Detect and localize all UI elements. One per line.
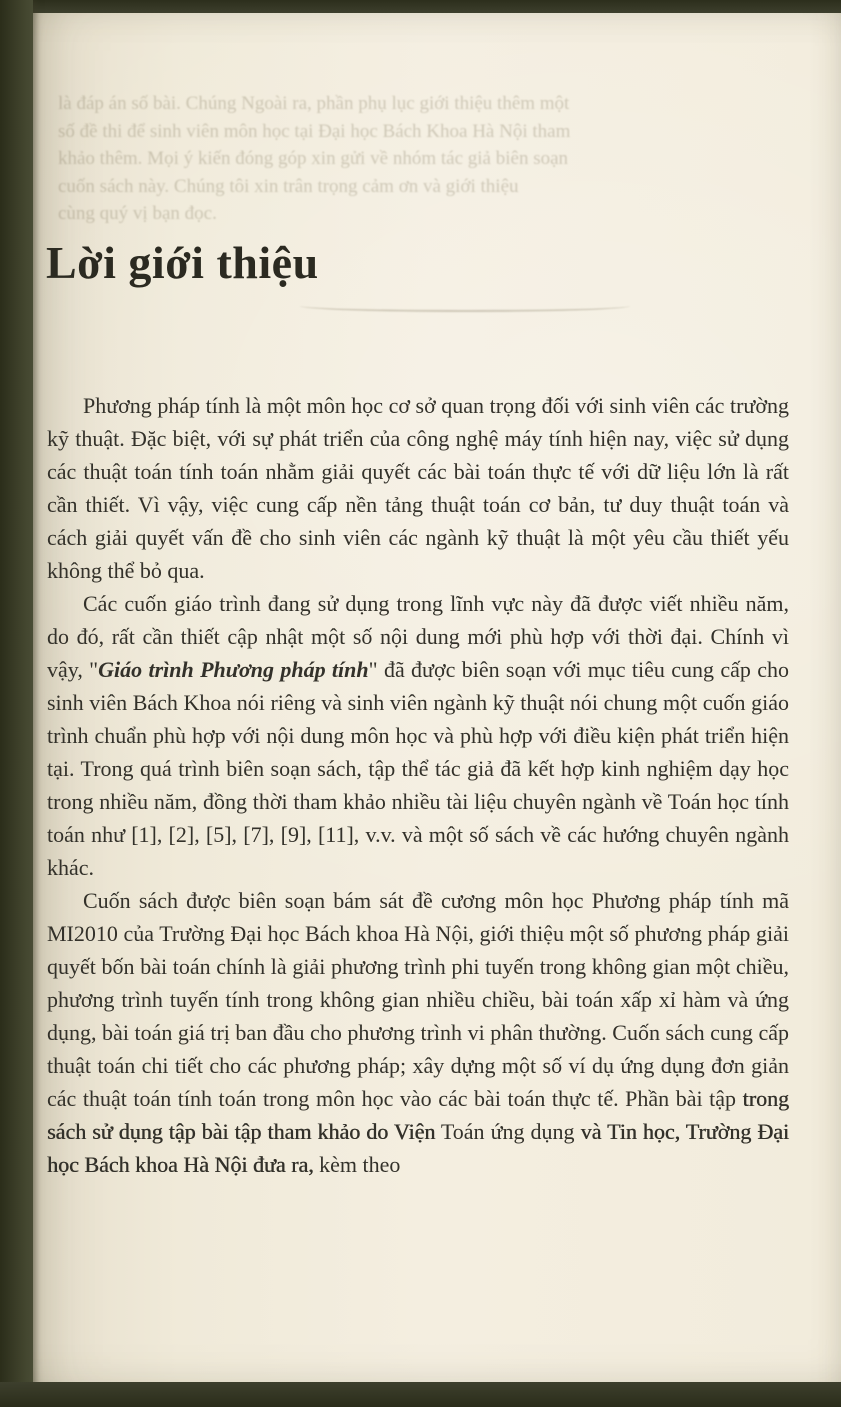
paragraph-text-after-title: " đã được biên soạn với mục tiêu cung cấp cho sinh viên Bách Khoa nói riêng và sinh viên ngành kỹ thuật nói chung một cuốn giáo trình chuẩn phù hợp với nội dung môn học và phù hợp với điều kiện phát triển hiện tại. Trong quá trình biên soạn sách, tập thể tác giả đã kết hợp kinh nghiệm dạy học trong nhiều năm, đồng thời tham khảo nhiều tài liệu chuyên ngành về Toán học tính toán như [1], [2], [5], [7], [9], [11], v.v. và một số sách về các hướng chuyên ngành khác. (47, 657, 789, 880)
paragraph-intro: Phương pháp tính là một môn học cơ sở quan trọng đối với sinh viên các trường kỹ thuật. Đặc biệt, với sự phát triển của công nghệ máy tính hiện nay, việc sử dụng các thuật toán tính toán nhằm giải quyết các bài toán thực tế với dữ liệu lớn là rất cần thiết. Vì vậy, việc cung cấp nền tảng thuật toán cơ bản, tư duy thuật toán và cách giải quyết vấn đề cho sinh viên các ngành kỹ thuật là một yêu cầu thiết yếu không thể bỏ qua. (47, 393, 789, 583)
paragraph-text-before-title: Các cuốn giáo trình đang sử dụng trong lĩnh vực này đã được viết nhiều năm, do đó, rất cần thiết cập nhật một số nội dung mới phù hợp với thời đại. Chính vì vậy, " (47, 591, 789, 682)
bleedthrough-line: là đáp án số bài. Chúng Ngoài ra, phần phụ lục giới thiệu thêm một (58, 93, 570, 114)
page-title: Lời giới thiệu (46, 237, 319, 288)
scan-edge-top (0, 0, 841, 13)
bleedthrough-line: khảo thêm. Mọi ý kiến đóng góp xin gửi về nhóm tác giả biên soạn (58, 148, 569, 169)
scan-edge-left-binding (0, 0, 33, 1407)
bleedthrough-text (58, 90, 789, 228)
paragraph-text-heavy: và Tin học, Trường Đại học Bách khoa Hà Nội đưa ra, (47, 1119, 790, 1177)
paragraph-motivation (47, 587, 789, 884)
paragraph-text: Toán ứng dụng (440, 1119, 581, 1144)
page-body (47, 389, 789, 1181)
book-title-emphasis: Giáo trình Phương pháp tính (98, 657, 369, 682)
paragraph-contents (47, 884, 789, 1181)
paragraph-text: kèm theo (319, 1152, 401, 1177)
bleedthrough-line: cuốn sách này. Chúng tôi xin trân trọng cảm ơn và giới thiệu (58, 175, 519, 197)
paragraph-text: Cuốn sách được biên soạn bám sát đề cương môn học Phương pháp tính mã MI2010 của Trường Đại học Bách khoa Hà Nội, giới thiệu một số phương pháp giải quyết bốn bài toán chính là giải phương trình phi tuyến trong không gian một chiều, phương trình tuyến tính trong không gian nhiều chiều, bài toán xấp xỉ hàm và ứng dụng, bài toán giá trị ban đầu cho phương trình vi phân thường. Cuốn sách cung cấp thuật toán chi tiết cho các phương pháp; xây dựng một số ví dụ ứng dụng đơn giản các thuật toán tính toán trong môn học vào các bài toán thực tế. Phần bài tập (47, 888, 789, 1111)
bleedthrough-line: cùng quý vị bạn đọc. (58, 203, 217, 224)
bleedthrough-line: số đề thi để sinh viên môn học tại Đại học Bách Khoa Hà Nội tham (58, 120, 571, 142)
paragraph-text-heavy: trong sách sử dụng tập bài tập tham khảo do Viện (47, 1086, 789, 1144)
bleedthrough-signature-mark (300, 300, 630, 312)
scan-edge-bottom (0, 1382, 841, 1407)
